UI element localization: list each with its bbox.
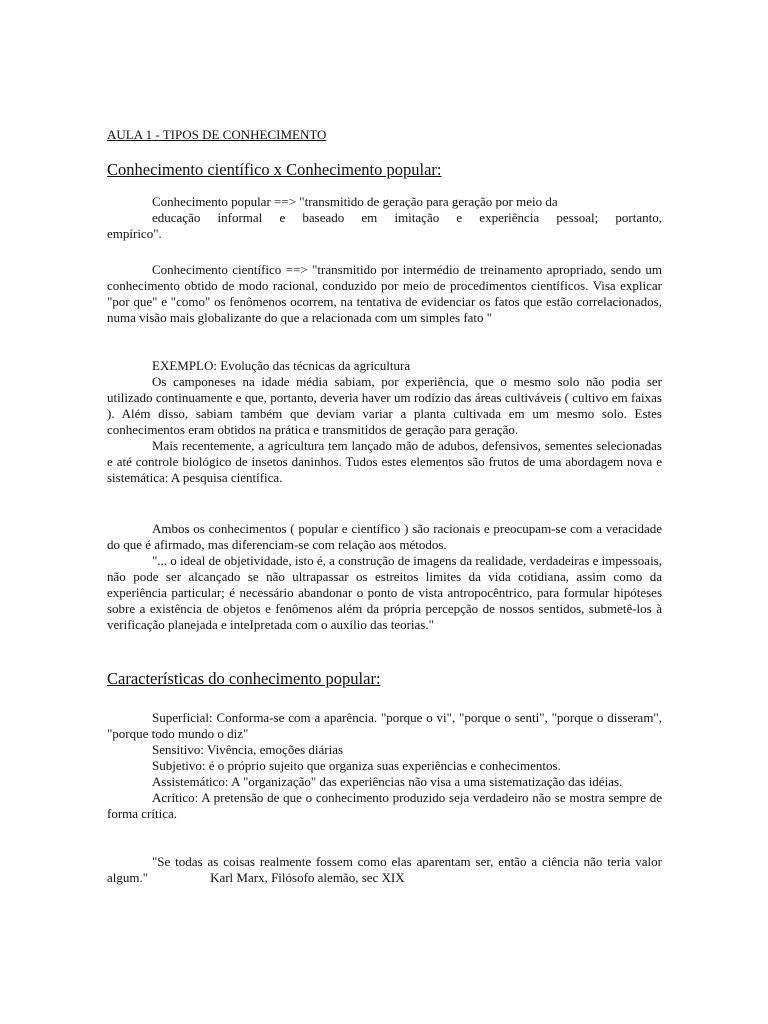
quote-author: Karl Marx, Filósofo alemão, sec XIX (210, 870, 405, 885)
popular-line-1: Conhecimento popular ==> "transmitido de geração para geração por meio da (152, 194, 558, 209)
paragraph-ambos: Ambos os conhecimentos ( popular e científico ) são racionais e preocupam-se com a veracidade do que é afirmado, mas diferenciam-se com relação aos métodos. (107, 521, 662, 552)
item-subjetivo: Subjetivo: é o próprio sujeito que organiza suas experiências e conhecimentos. (152, 758, 561, 773)
item-superficial: Superficial: Conforma-se com a aparência. "porque o vi", "porque o senti", "porque o disseram", "porque todo mundo o diz" (107, 710, 662, 741)
section-heading-caracteristicas: Características do conhecimento popular: (107, 669, 381, 688)
item-assistematico: Assistemático: A "organização" das experiências não visa a uma sistematização das idéias. (152, 774, 623, 789)
caracteristicas-list (107, 710, 662, 822)
page-title: AULA 1 - TIPOS DE CONHECIMENTO (107, 127, 327, 142)
item-acritico: Acrítico: A pretensão de que o conhecimento produzido seja verdadeiro não se mostra sempre de forma crítica. (107, 790, 662, 821)
ambos-block (107, 521, 662, 633)
popular-line-3: empírico". (107, 226, 162, 241)
exemplo-block (107, 358, 662, 486)
paragraph-conhecimento-cientifico-block (107, 262, 662, 326)
quote-text: "Se todas as coisas realmente fossem como elas aparentam ser, então a ciência não teria valor algum." (107, 854, 662, 885)
paragraph-conhecimento-popular (107, 194, 662, 242)
paragraph-ideal-objetividade: "... o ideal de objetividade, isto é, a construção de imagens da realidade, verdadeiras e impessoais, não pode ser alcançado se não ultrapassar os estreitos limites da vida cotidiana, assim como da experiência particular; é necessário abandonar o ponto de vista antropocêntrico, para formular hipóteses sobre a existência de objetos e fenômenos além da própria percepção de nossos sentidos, submetê-los à verificação planejada e inteIpretada com o auxílio das teorias." (107, 553, 662, 632)
item-sensitivo: Sensitivo: Vivência, emoções diárias (152, 742, 344, 757)
paragraph-exemplo-camponeses: Os camponeses na idade média sabiam, por experiência, que o mesmo solo não podia ser utilizado continuamente e que, portanto, deveria haver um rodízio das áreas cultiváveis ( cultivo em faixas ). Além disso, sabiam também que deviam variar a planta cultivada em um mesmo solo. Estes conhecimentos eram obtidos na prática e transmitidos de geração para geração. (107, 374, 662, 437)
section-heading-cientifico-vs-popular: Conhecimento científico x Conhecimento popular: (107, 160, 442, 179)
popular-line-2: educação informal e baseado em imitação e experiência pessoal; portanto, (152, 210, 662, 225)
quote-paragraph (107, 854, 662, 886)
paragraph-exemplo-recente: Mais recentemente, a agricultura tem lançado mão de adubos, defensivos, sementes selecionadas e até controle biológico de insetos daninhos. Tudos estes elementos são frutos de uma abordagem nova e sistemática: A pesquisa científica. (107, 438, 662, 485)
paragraph-conhecimento-cientifico: Conhecimento científico ==> "transmitido por intermédio de treinamento apropriado, sendo um conhecimento obtido de modo racional, conduzido por meio de procedimentos científicos. Visa explicar "por que" e "como" os fenômenos ocorrem, na tentativa de evidenciar os fatos que estão correlacionados, numa visão mais globalizante do que a relacionada com um simples fato " (107, 262, 662, 325)
exemplo-title: EXEMPLO: Evolução das técnicas da agricultura (152, 358, 411, 373)
quote-block (107, 854, 662, 886)
